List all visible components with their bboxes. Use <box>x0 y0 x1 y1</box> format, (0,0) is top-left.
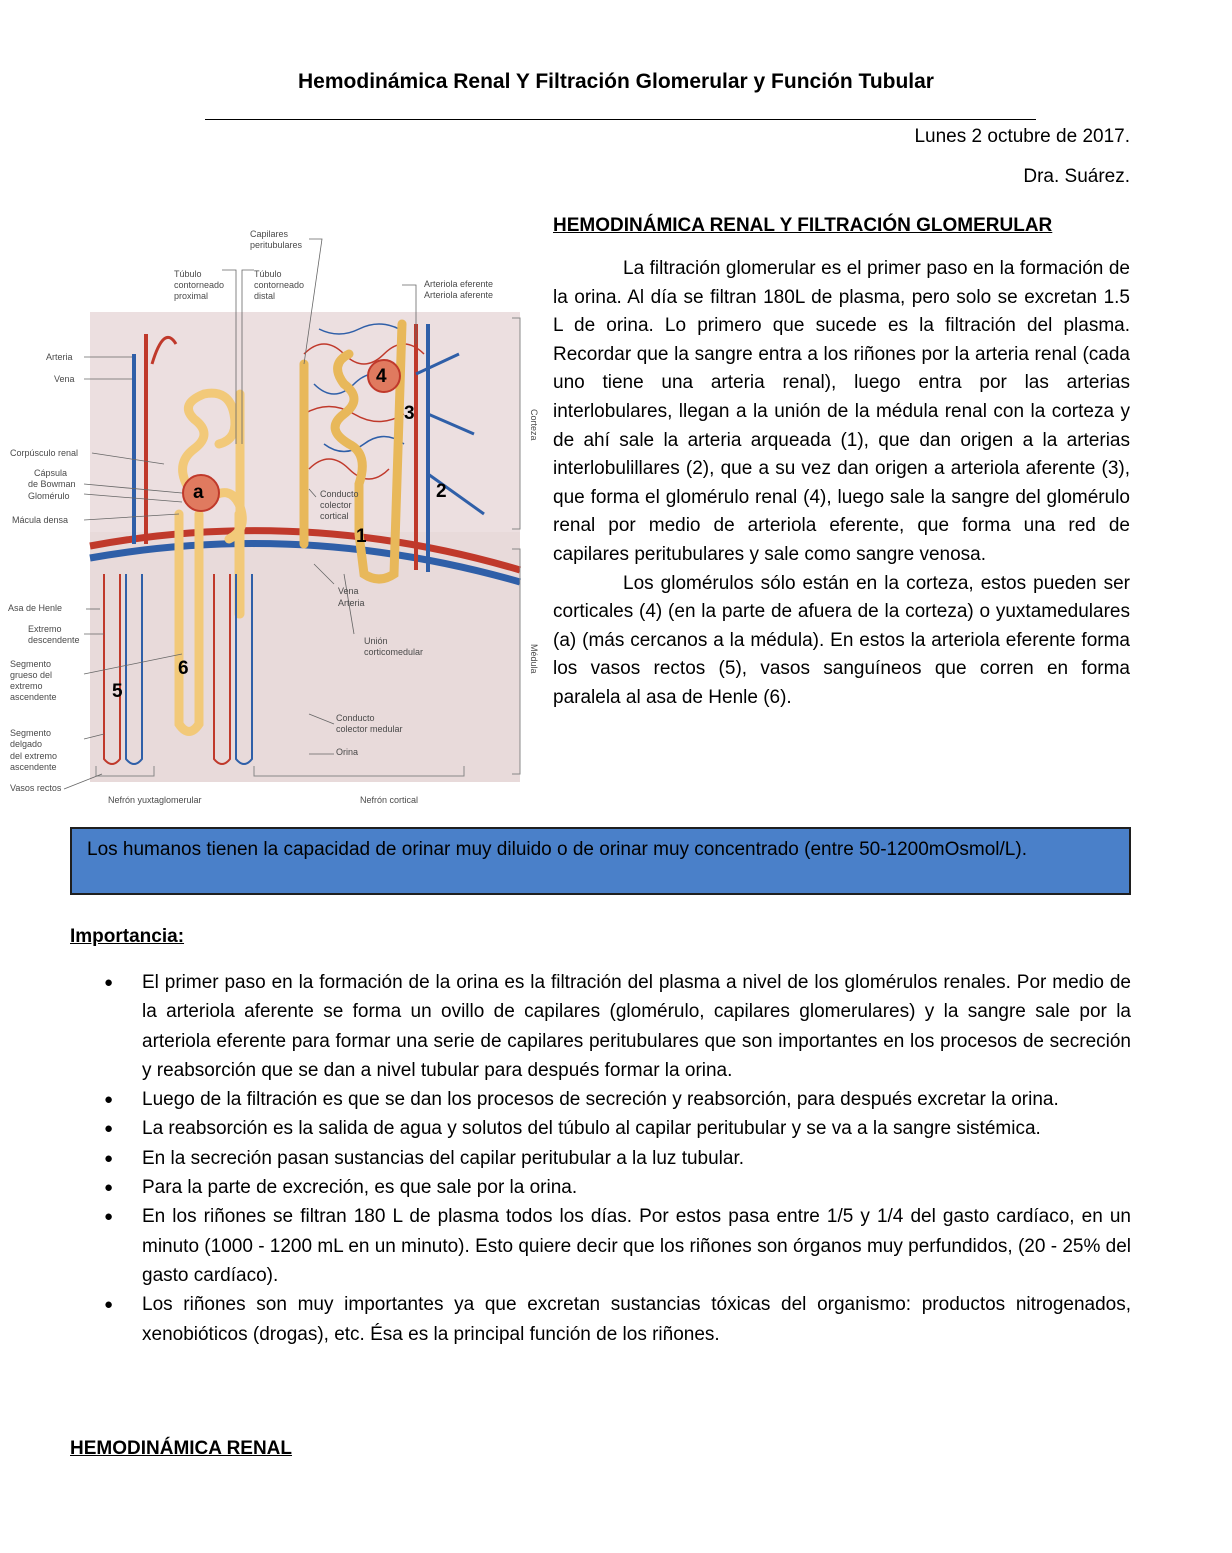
label-peritubulares: peritubulares <box>250 240 303 250</box>
label-tubulo-distal-3: distal <box>254 291 276 301</box>
label-segmento-delgado-1: Segmento <box>10 728 52 738</box>
importance-list <box>70 968 1131 1349</box>
list-item <box>70 1114 1131 1143</box>
intro-text <box>553 255 1130 713</box>
label-tubulo-proximal-1: Túbulo <box>174 269 202 279</box>
bullet-icon: ● <box>104 1149 114 1167</box>
section-heading-filtracion: HEMODINÁMICA RENAL Y FILTRACIÓN GLOMERULAR <box>553 215 1053 236</box>
importance-heading: Importancia: <box>70 926 185 947</box>
list-item-text: En los riñones se filtran 180 L de plasma todos los días. Por estos pasa entre 1/5 y 1/4 del gasto cardíaco, en un minuto (1000 - 1200 mL en un minuto). Esto quiere decir que los riñones son órganos muy perfundidos, (20 - 25% del gasto cardíaco). <box>142 1206 1131 1286</box>
label-tubulo-proximal-2: contorneado <box>174 280 225 290</box>
label-capsula-1: Cápsula <box>34 468 68 478</box>
label-segmento-delgado-3: del extremo <box>10 751 58 761</box>
label-glomerulo: Glomérulo <box>28 491 70 501</box>
label-tubulo-distal-1: Túbulo <box>254 269 282 279</box>
title-rule <box>205 119 1036 120</box>
marker-2: 2 <box>436 481 447 502</box>
label-union-1: Unión <box>364 636 388 646</box>
list-item <box>70 1085 1131 1114</box>
label-vasos-rectos: Vasos rectos <box>10 783 62 793</box>
list-item <box>70 968 1131 1085</box>
list-item-text: El primer paso en la formación de la orina es la filtración del plasma a nivel de los glomérulos renales. Por medio de la arteriola aferente se forma un ovillo de capilares (glomérulo, capilares glomerulares) y la sangre sale por la arteriola eferente para formar una serie de capilares peritubulares que son importantes en los procesos de secreción y reabsorción que se dan a nivel tubular para después formar la orina. <box>142 972 1131 1081</box>
list-item-text: Los riñones son muy importantes ya que excretan sustancias tóxicas del organismo: productos nitrogenados, xenobióticos (drogas), etc. Ésa es la principal función de los riñones. <box>142 1294 1131 1345</box>
marker-3: 3 <box>404 403 415 424</box>
label-capilares: Capilares <box>250 229 289 239</box>
bullet-icon: ● <box>104 1120 114 1138</box>
bullet-icon: ● <box>104 1091 114 1109</box>
label-conducto-2: colector <box>320 500 352 510</box>
label-orina: Orina <box>336 747 359 757</box>
list-item <box>70 1173 1131 1202</box>
bullet-icon: ● <box>104 1208 114 1226</box>
intro-paragraph-2: Los glomérulos sólo están en la corteza, estos pueden ser corticales (4) (en la parte de afuera de la corteza) o yuxtamedulares (a) (más cercanos a la médula). En estos la arteriola eferente forma los vasos rectos (5), vasos sanguíneos que corren en forma paralela al asa de Henle (6). <box>553 572 1130 708</box>
bullet-icon: ● <box>104 1296 114 1314</box>
label-nefron-yuxtaglomerular: Nefrón yuxtaglomerular <box>108 795 202 805</box>
label-conducto-medular-1: Conducto <box>336 713 375 723</box>
bullet-icon: ● <box>104 1179 114 1197</box>
label-segmento-grueso-1: Segmento <box>10 659 52 669</box>
label-nefron-cortical: Nefrón cortical <box>360 795 419 805</box>
label-asa: Asa de Henle <box>8 603 63 613</box>
label-conducto-3: cortical <box>320 511 349 521</box>
marker-5: 5 <box>112 681 123 702</box>
label-vena-2: Vena <box>338 586 359 596</box>
list-item <box>70 1144 1131 1173</box>
list-item-text: En la secreción pasan sustancias del capilar peritubular a la luz tubular. <box>142 1147 745 1169</box>
label-arteriola-aferente: Arteriola aferente <box>424 290 494 300</box>
label-segmento-grueso-4: ascendente <box>10 692 57 702</box>
bullet-icon: ● <box>104 974 114 991</box>
list-item-text: Luego de la filtración es que se dan los procesos de secreción y reabsorción, para después excretar la orina. <box>142 1089 1059 1111</box>
document-author: Dra. Suárez. <box>1023 166 1130 187</box>
label-arteria-2: Arteria <box>338 598 365 608</box>
section-heading-hemodinamica: HEMODINÁMICA RENAL <box>70 1438 293 1459</box>
label-capsula-2: de Bowman <box>28 479 76 489</box>
callout-box: Los humanos tienen la capacidad de orinar muy diluido o de orinar muy concentrado (entre 50-1200mOsmol/L). <box>70 827 1131 895</box>
label-segmento-grueso-3: extremo <box>10 681 43 691</box>
list-item <box>70 1290 1131 1349</box>
label-extremo-1: Extremo <box>28 624 62 634</box>
label-corteza: Corteza <box>529 409 539 441</box>
label-tubulo-proximal-3: proximal <box>174 291 209 301</box>
label-segmento-delgado-2: delgado <box>10 739 43 749</box>
label-conducto-1: Conducto <box>320 489 359 499</box>
label-macula: Mácula densa <box>12 515 69 525</box>
label-conducto-medular-2: colector medular <box>336 724 403 734</box>
marker-1: 1 <box>356 526 367 547</box>
marker-6: 6 <box>178 658 189 679</box>
nephron-figure <box>4 214 539 812</box>
label-corpusculo: Corpúsculo renal <box>10 448 79 458</box>
list-item <box>70 1202 1131 1290</box>
marker-a: a <box>193 482 204 503</box>
label-tubulo-distal-2: contorneado <box>254 280 305 290</box>
page-title: Hemodinámica Renal Y Filtración Glomerular y Función Tubular <box>298 70 934 93</box>
label-vena: Vena <box>54 374 75 384</box>
label-union-2: corticomedular <box>364 647 424 657</box>
marker-4: 4 <box>376 366 387 387</box>
label-arteria: Arteria <box>46 352 73 362</box>
list-item-text: La reabsorción es la salida de agua y solutos del túbulo al capilar peritubular y se va a la sangre sistémica. <box>142 1118 1041 1140</box>
label-extremo-2: descendente <box>28 635 80 645</box>
label-segmento-grueso-2: grueso del <box>10 670 53 680</box>
document-date: Lunes 2 octubre de 2017. <box>914 126 1130 147</box>
label-medula: Médula <box>529 644 539 674</box>
list-item-text: Para la parte de excreción, es que sale por la orina. <box>142 1177 578 1199</box>
label-arteriola-eferente: Arteriola eferente <box>424 279 494 289</box>
intro-paragraph-1: La filtración glomerular es el primer paso en la formación de la orina. Al día se filtran 180L de plasma, pero solo se excretan 1.5 L de orina. Lo primero que sucede es la filtración del plasma. Recordar que la sangre entra a los riñones por la arteria renal (cada uno tiene una arteria renal), luego entra por las arterias interlobulares, llegan a la unión de la médula renal con la corteza y de ahí sale la arteria arqueada (1), que dan origen a la arterias interlobulillares (2), que a su vez dan origen a arteriola aferente (3), que forma el glomérulo renal (4), luego sale la sangre del glomérulo renal por medio de arteriola eferente, que forma una red de capilares peritubulares y sale como sangre venosa. <box>553 258 1130 565</box>
label-segmento-delgado-4: ascendente <box>10 762 57 772</box>
